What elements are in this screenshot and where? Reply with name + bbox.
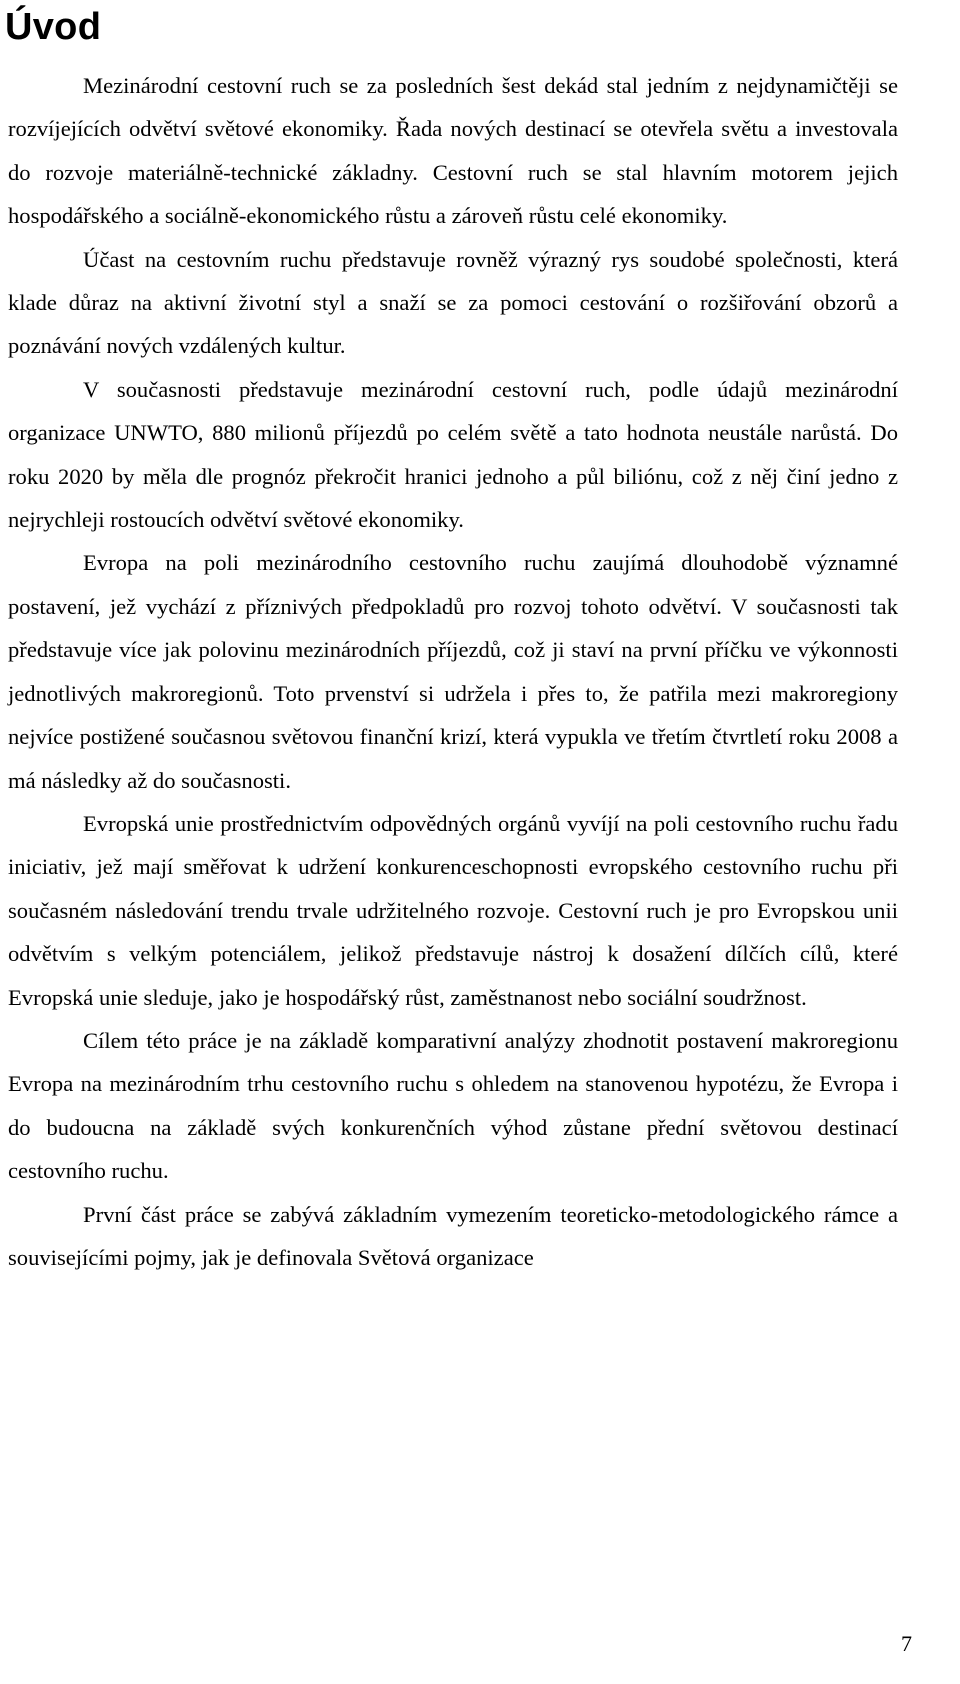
- paragraph: Evropa na poli mezinárodního cestovního ruchu zaujímá dlouhodobě významné postavení, jež vychází z příznivých předpokladů pro rozvoj tohoto odvětví. V současnosti tak představuje více jak polovinu mezinárodních příjezdů, což ji staví na první příčku ve výkonnosti jednotlivých makroregionů. Toto prvenství si udržela i přes to, že patřila mezi makroregiony nejvíce postižené současnou světovou finanční krizí, která vypukla ve třetím čtvrtletí roku 2008 a má následky až do současnosti.: [8, 550, 898, 793]
- paragraph: Evropská unie prostřednictvím odpovědných orgánů vyvíjí na poli cestovního ruchu řadu iniciativ, jež mají směřovat k udržení konkurenceschopnosti evropského cestovního ruchu při současném následování trendu trvale udržitelného rozvoje. Cestovní ruch je pro Evropskou unii odvětvím s velkým potenciálem, jelikož představuje nástroj k dosažení dílčích cílů, které Evropská unie sleduje, jako je hospodářský růst, zaměstnanost nebo sociální soudržnost.: [8, 810, 898, 1010]
- paragraph: V současnosti představuje mezinárodní cestovní ruch, podle údajů mezinárodní organizace UNWTO, 880 milionů příjezdů po celém světě a tato hodnota neustále narůstá. Do roku 2020 by měla dle prognóz překročit hranici jednoho a půl biliónu, což z něj činí jedno z nejrychleji rostoucích odvětví světové ekonomiky.: [8, 376, 898, 533]
- section-heading: Úvod: [5, 6, 102, 48]
- paragraph: Mezinárodní cestovní ruch se za posledních šest dekád stal jedním z nejdynamičtěji se rozvíjejících odvětví světové ekonomiky. Řada nových destinací se otevřela světu a investovala do rozvoje materiálně-technické základny. Cestovní ruch se stal hlavním motorem jejich hospodářského a sociálně-ekonomického růstu a zároveň růstu celé ekonomiky.: [8, 73, 898, 229]
- paragraph: První část práce se zabývá základním vymezením teoreticko-metodologického rámce a souvisejícími pojmy, jak je definovala Světová organizace: [8, 1201, 898, 1270]
- body-text: [8, 64, 898, 1279]
- page-number: 7: [901, 1631, 912, 1656]
- paragraph: Účast na cestovním ruchu představuje rovněž výrazný rys soudobé společnosti, která klade důraz na aktivní životní styl a snaží se za pomoci cestování o rozšiřování obzorů a poznávání nových vzdálených kultur.: [8, 246, 898, 359]
- paragraph: Cílem této práce je na základě komparativní analýzy zhodnotit postavení makroregionu Evropa na mezinárodním trhu cestovního ruchu s ohledem na stanovenou hypotézu, že Evropa i do budoucna na základě svých konkurenčních výhod zůstane přední světovou destinací cestovního ruchu.: [8, 1027, 898, 1184]
